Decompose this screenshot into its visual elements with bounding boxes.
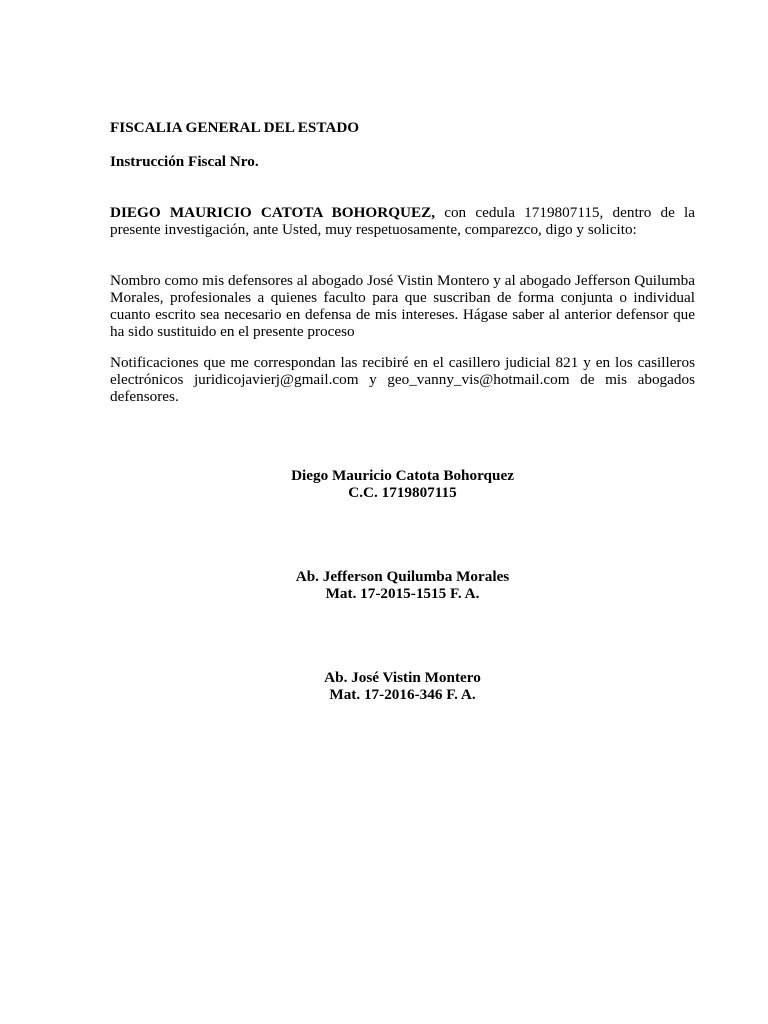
- signature-block-petitioner: [110, 467, 695, 501]
- notifications-paragraph: Notificaciones que me correspondan las recibiré en el casillero judicial 821 y en los casilleros electrónicos juridicojavierj@gmail.com y geo_vanny_vis@hotmail.com de mis abogados defensores.: [110, 354, 695, 405]
- signature-id: Mat. 17-2016-346 F. A.: [329, 686, 476, 703]
- signature-name: Ab. Jefferson Quilumba Morales: [295, 568, 510, 585]
- petitioner-name: DIEGO MAURICIO CATOTA BOHORQUEZ,: [110, 204, 436, 221]
- intro-paragraph: [110, 204, 695, 238]
- document-heading: FISCALIA GENERAL DEL ESTADO: [110, 119, 360, 136]
- signature-name: Ab. José Vistin Montero: [324, 669, 481, 686]
- defenders-paragraph: Nombro como mis defensores al abogado José Vistin Montero y al abogado Jefferson Quilumba Morales, profesionales a quienes faculto para que suscriban de forma conjunta o individual cuanto escrito sea necesario en defensa de mis intereses. Hágase saber al anterior defensor que ha sido sustituido en el presente proceso: [110, 272, 695, 340]
- signature-block-lawyer-quilumba: [110, 568, 695, 602]
- intro-text: con cedula 1719807115, dentro de la presente investigación, ante Usted, muy respetuosamente, comparezco, digo y solicito:: [110, 204, 695, 238]
- signature-id: Mat. 17-2015-1515 F. A.: [325, 585, 480, 602]
- document-body: [110, 119, 695, 405]
- signature-id: C.C. 1719807115: [348, 484, 457, 501]
- document-subheading: Instrucción Fiscal Nro.: [110, 153, 259, 170]
- signature-name: Diego Mauricio Catota Bohorquez: [291, 467, 514, 484]
- signature-block-lawyer-vistin: [110, 669, 695, 703]
